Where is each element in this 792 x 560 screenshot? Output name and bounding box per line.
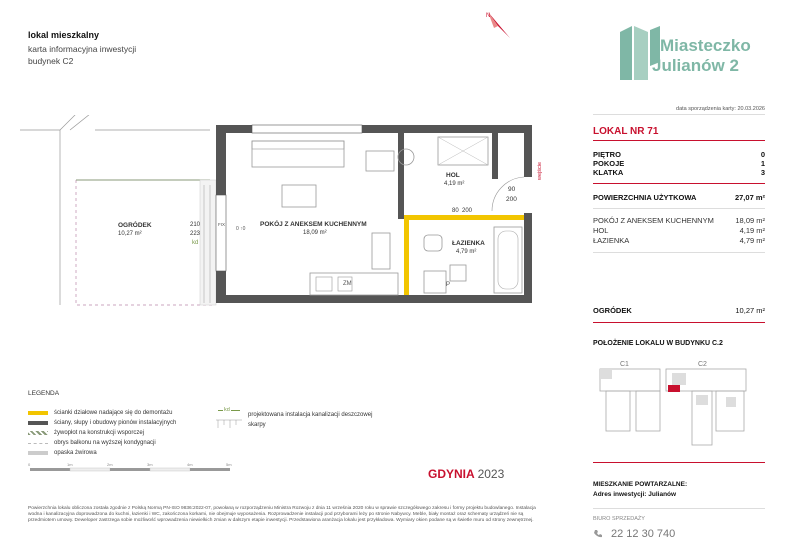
- red-divider: [593, 322, 765, 323]
- divider: [593, 114, 765, 115]
- legend-item: ściany, słupy i obudowy pionów instalacyjnych: [28, 420, 176, 426]
- plan-room-area: 18,09 m²: [303, 230, 327, 236]
- doc-building: budynek C2: [28, 56, 74, 66]
- plan-dim1: 210: [190, 222, 201, 228]
- plan-lazienka-label: ŁAZIENKA: [452, 240, 485, 247]
- row-pietro: PIĘTRO 0: [593, 150, 765, 159]
- zm-label: ZM: [343, 281, 352, 287]
- brand-line2: Julianów 2: [652, 56, 739, 75]
- scale-tick: 5m: [226, 462, 232, 467]
- card-date: data sporządzenia karty: 20.03.2026: [676, 106, 765, 112]
- scale-tick: 3m: [147, 462, 153, 467]
- red-divider: [593, 462, 765, 463]
- door-width: 90: [508, 186, 516, 193]
- legend-item: żywopłot na konstrukcji wsporczej: [28, 430, 144, 436]
- brand-line1: Miasteczko: [660, 36, 751, 55]
- row-pokoje: POKOJE 1: [593, 159, 765, 168]
- row-klatka: KLATKA 3: [593, 168, 765, 177]
- inner-door-height: 200: [462, 208, 473, 214]
- repeat-label: MIESZKANIE POWTARZALNE:: [593, 481, 688, 488]
- phone-icon: [593, 529, 603, 539]
- scale-tick: 2m: [107, 462, 113, 467]
- address: Adres inwestycji: Julianów: [593, 491, 677, 498]
- fix-label: FIX: [218, 222, 226, 227]
- legend-title: LEGENDA: [28, 390, 60, 397]
- plan-kd: kd: [192, 240, 199, 246]
- plan-lazienka-area: 4,79 m²: [456, 249, 477, 255]
- p-label: P: [446, 282, 451, 288]
- doc-subtitle: karta informacyjna inwestycji: [28, 44, 137, 54]
- brand-number: 2: [729, 56, 739, 75]
- entry-label: wejście: [537, 161, 543, 180]
- sill-label: 0 ↑0: [236, 226, 246, 232]
- lokal-title: LOKAL NR 71: [593, 126, 659, 137]
- mini-north-icon: [744, 357, 760, 373]
- divider: [593, 252, 765, 253]
- sales-label: BIURO SPRZEDAŻY: [593, 516, 645, 522]
- scale-bar: [28, 462, 248, 476]
- plan-dim2: 223: [190, 231, 201, 237]
- door-height: 200: [506, 196, 517, 203]
- slope-icon: [214, 418, 244, 430]
- row-ogrodek: OGRÓDEK 10,27 m²: [593, 306, 765, 315]
- doc-title: lokal mieszkalny: [28, 30, 100, 40]
- city-stamp: [428, 467, 504, 481]
- building-minimap: [596, 355, 766, 455]
- svg-text:N: N: [486, 13, 491, 19]
- plan-ogrodek-label: OGRÓDEK: [118, 222, 152, 229]
- red-divider: [593, 140, 765, 141]
- city-year: 2023: [477, 467, 505, 481]
- plan-hol-label: HOL: [446, 172, 460, 179]
- legend-kd: kd: [224, 407, 230, 413]
- fine-print: Powierzchnia lokalu obliczona została zgodnie z Polską Normą PN-ISO 9836:2022-07, powołaną w rozporządzeniu Ministra Rozwoju z dnia 11 września 2020 roku w sprawie szczegółowego zakresu i formy projektu budowlanego. Instalacja wodna i kanalizacyjna doprowadzona do kuchni, łazienki i WC, zakończona korkami, nie obejmuje wyposażenia. Rozprowadzenie instalacji pod przyborami leży po stronie Nabywcy. Meble, biały montaż oraz schematy urządzeń nie są przedmiotem umowy. Deweloper zastrzega sobie możliwość wprowadzenia niewielkich zmian w dalszym etapie inwestycji. Przedstawiona aranżacja lokalu jest przykładowa. Wymiary okien podane są w świetle muru od strony zewnętrznej.: [28, 506, 536, 524]
- inner-door-width: 80: [452, 208, 459, 214]
- north-arrow-icon: [484, 8, 514, 42]
- legend-right1: projektowana instalacja kanalizacji deszczowej: [248, 412, 373, 418]
- legend-item: opaska żwirowa: [28, 450, 97, 456]
- row-room-3: ŁAZIENKA 4,79 m²: [593, 236, 765, 245]
- scale-tick: 1m: [67, 462, 73, 467]
- phone-number: 22 12 30 740: [611, 528, 676, 540]
- row-area: POWIERZCHNIA UŻYTKOWA 27,07 m²: [593, 193, 765, 202]
- floor-plan: [20, 115, 580, 325]
- legend-item: obrys balkonu na wyższej kondygnacji: [28, 440, 156, 446]
- mini-c1: C1: [620, 361, 629, 368]
- plan-room-label: POKÓJ Z ANEKSEM KUCHENNYM: [260, 221, 367, 228]
- city-name: GDYNIA: [428, 467, 475, 481]
- unit-highlight: [668, 385, 680, 392]
- brand-logo: [618, 22, 768, 84]
- scale-tick: 0: [28, 462, 31, 467]
- legend-item: ścianki działowe nadające się do demontażu: [28, 410, 172, 416]
- row-room-1: POKÓJ Z ANEKSEM KUCHENNYM 18,09 m²: [593, 216, 765, 225]
- legend-right2: skarpy: [248, 422, 266, 428]
- row-room-2: HOL 4,19 m²: [593, 226, 765, 235]
- scale-tick: 4m: [187, 462, 193, 467]
- phone-row: [593, 528, 675, 540]
- plan-ogrodek-area: 10,27 m²: [118, 231, 142, 237]
- mini-c2: C2: [698, 361, 707, 368]
- plan-hol-area: 4,19 m²: [444, 181, 465, 187]
- position-label: POŁOŻENIE LOKALU W BUDYNKU C.2: [593, 340, 723, 347]
- divider: [593, 508, 765, 509]
- divider: [593, 208, 765, 209]
- red-divider: [593, 183, 765, 184]
